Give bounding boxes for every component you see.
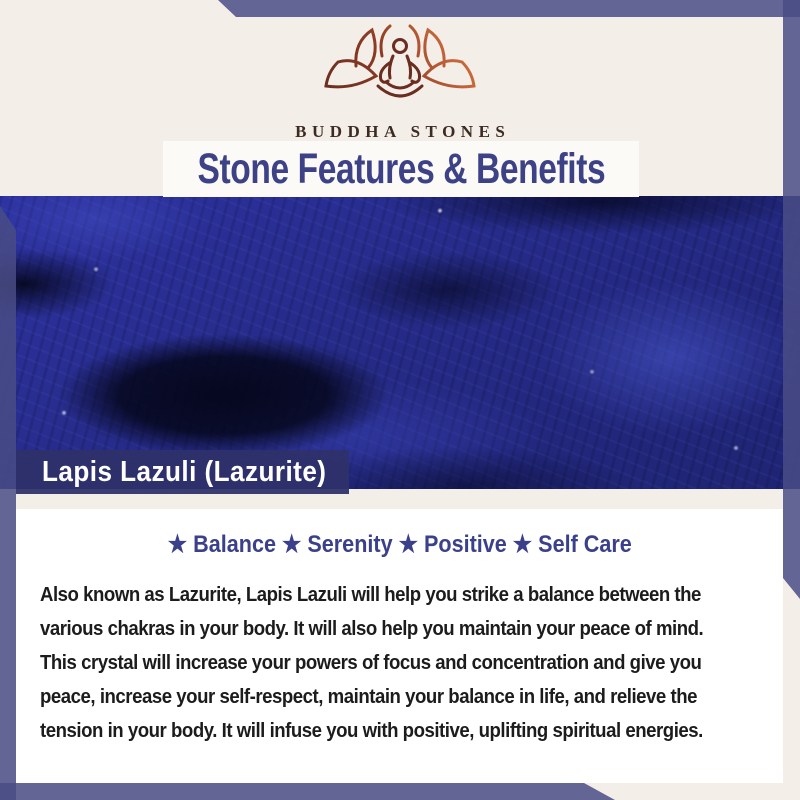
description-text [40, 578, 731, 748]
lapis-lazuli-photo [0, 196, 800, 489]
frame-bottom-band [0, 783, 615, 800]
brand-logo [0, 20, 800, 142]
benefit-tags [16, 530, 783, 563]
frame-right-band [783, 0, 800, 599]
benefits-card [16, 509, 783, 783]
brand-name: BUDDHA STONES [295, 122, 511, 141]
section-title-banner [163, 141, 639, 197]
description-line: This crystal will increase your powers of focus and concentration and give you [40, 652, 702, 674]
stone-name-banner [16, 450, 349, 494]
benefit-tags-text: ★ Balance ★ Serenity ★ Positive ★ Self Care [167, 531, 632, 558]
description-line: tension in your body. It will infuse you with positive, uplifting spiritual energies. [40, 720, 703, 742]
description-line: peace, increase your self-respect, maintain your balance in life, and relieve the [40, 686, 698, 708]
page-title: Stone Features & Benefits [197, 144, 605, 193]
stone-name: Lapis Lazuli (Lazurite) [42, 455, 327, 488]
description-line: Also known as Lazurite, Lapis Lazuli will help you strike a balance between the [40, 584, 701, 606]
description-line: various chakras in your body. It will also help you maintain your peace of mind. [40, 618, 704, 640]
lotus-meditation-icon [320, 20, 480, 116]
frame-top-band [0, 0, 800, 17]
frame-left-band [0, 203, 16, 800]
